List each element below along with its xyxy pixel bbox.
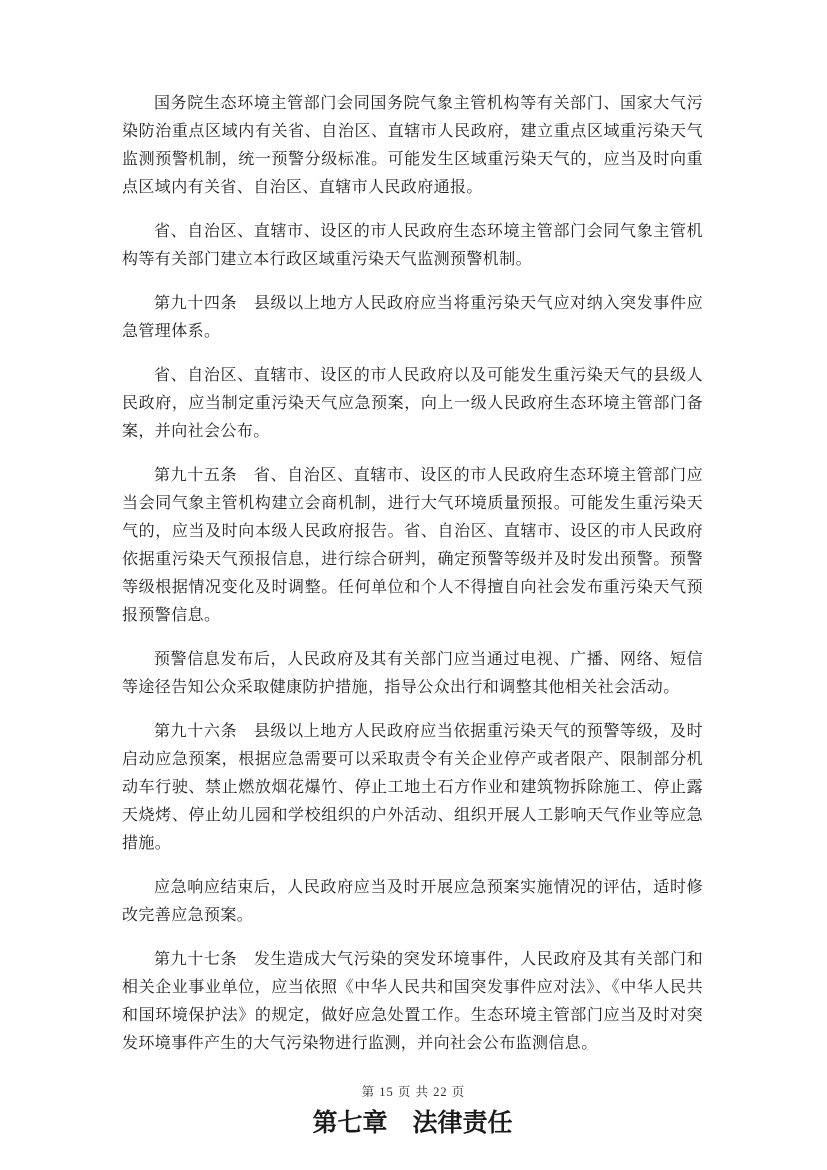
paragraph: 预警信息发布后，人民政府及其有关部门应当通过电视、广播、网络、短信等途径告知公众采取健康防护措施，指导公众出行和调整其他相关社会活动。 [122, 651, 703, 696]
paragraph: 省、自治区、直辖市、设区的市人民政府生态环境主管部门会同气象主管机构等有关部门建立本行政区域重污染天气监测预警机制。 [122, 223, 703, 268]
page-footer [0, 1082, 827, 1100]
paragraph: 第九十四条 县级以上地方人民政府应当将重污染天气应对纳入突发事件应急管理体系。 [122, 295, 703, 340]
paragraph: 第九十七条 发生造成大气污染的突发环境事件，人民政府及其有关部门和相关企业事业单位，应当依照《中华人民共和国突发事件应对法》、《中华人民共和国环境保护法》的规定，做好应急处置工作。生态环境主管部门应当及时对突发环境事件产生的大气污染物进行监测，并向社会公布监测信息。 [122, 951, 703, 1052]
paragraph: 省、自治区、直辖市、设区的市人民政府以及可能发生重污染天气的县级人民政府，应当制定重污染天气应急预案，向上一级人民政府生态环境主管部门备案，并向社会公布。 [122, 367, 703, 440]
paragraph: 国务院生态环境主管部门会同国务院气象主管机构等有关部门、国家大气污染防治重点区域内有关省、自治区、直辖市人民政府，建立重点区域重污染天气监测预警机制，统一预警分级标准。可能发生区域重污染天气的，应当及时向重点区域内有关省、自治区、直辖市人民政府通报。 [122, 95, 703, 196]
document-body [122, 90, 703, 1140]
chapter-heading: 第七章 法律责任 [312, 1109, 513, 1137]
paragraph: 应急响应结束后，人民政府应当及时开展应急预案实施情况的评估，适时修改完善应急预案。 [122, 879, 703, 924]
paragraph: 第九十五条 省、自治区、直辖市、设区的市人民政府生态环境主管部门应当会同气象主管机构建立会商机制，进行大气环境质量预报。可能发生重污染天气的，应当及时向本级人民政府报告。省、自治区、直辖市、设区的市人民政府依据重污染天气预报信息，进行综合研判，确定预警等级并及时发出预警。预警等级根据情况变化及时调整。任何单位和个人不得擅自向社会发布重污染天气预报预警信息。 [122, 467, 703, 624]
paragraph: 第九十六条 县级以上地方人民政府应当依据重污染天气的预警等级，及时启动应急预案，根据应急需要可以采取责令有关企业停产或者限产、限制部分机动车行驶、禁止燃放烟花爆竹、停止工地土石方作业和建筑物拆除施工、停止露天烧烤、停止幼儿园和学校组织的户外活动、组织开展人工影响天气作业等应急措施。 [122, 723, 703, 852]
page-number-text: 第 15 页 共 22 页 [361, 1085, 466, 1099]
